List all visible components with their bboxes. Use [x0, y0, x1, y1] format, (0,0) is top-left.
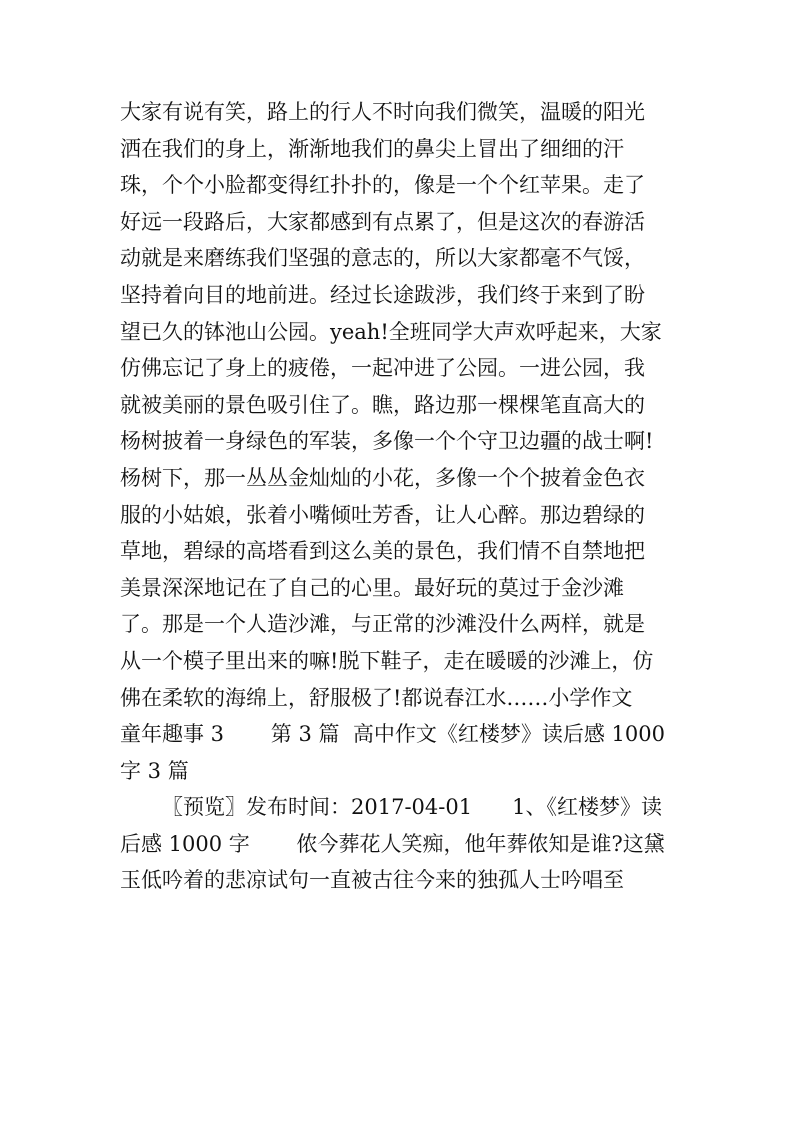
text-line: 字 3 篇 [120, 758, 189, 783]
text-line: 服的小姑娘，张着小嘴倾吐芳香，让人心醉。那边碧绿的 [120, 502, 645, 527]
text-line: 杨树披着一身绿色的军装，多像一个个守卫边疆的战士啊! [120, 429, 654, 454]
text-line: 好远一段路后，大家都感到有点累了，但是这次的春游活 [120, 209, 645, 234]
text-line: 坚持着向目的地前进。经过长途跋涉，我们终于来到了盼 [120, 282, 645, 307]
text-line: 望已久的钵池山公园。yeah!全班同学大声欢呼起来，大家 [120, 319, 662, 344]
text-line: 仿佛忘记了身上的疲倦，一起冲进了公园。一进公园，我 [120, 356, 645, 381]
text-line: 了。那是一个人造沙滩，与正常的沙滩没什么两样，就是 [120, 612, 645, 637]
text-line: 动就是来磨练我们坚强的意志的，所以大家都毫不气馁， [120, 246, 645, 271]
text-line: 〖预览〗发布时间：2017-04-01 1、《红楼梦》读 [162, 795, 662, 820]
text-line: 洒在我们的身上，渐渐地我们的鼻尖上冒出了细细的汗 [120, 136, 624, 161]
text-line: 就被美丽的景色吸引住了。瞧，路边那一棵棵笔直高大的 [120, 392, 645, 417]
text-line: 童年趣事 3 第 3 篇 高中作文《红楼梦》读后感 1000 [120, 722, 665, 747]
text-line: 杨树下，那一丛丛金灿灿的小花，多像一个个披着金色衣 [120, 465, 645, 490]
text-line: 后感 1000 字 侬今葬花人笑痴，他年葬侬知是谁?这黛 [120, 831, 665, 856]
text-line: 美景深深地记在了自己的心里。最好玩的莫过于金沙滩 [120, 575, 624, 600]
body-text [120, 94, 680, 899]
text-line: 珠，个个小脸都变得红扑扑的，像是一个个红苹果。走了 [120, 173, 645, 198]
text-line: 大家有说有笑，路上的行人不时向我们微笑，温暖的阳光 [120, 100, 645, 124]
text-line: 玉低吟着的悲凉试句一直被古往今来的独孤人士吟唱至 [120, 868, 624, 893]
text-line: 佛在柔软的海绵上，舒服极了!都说春江水……小学作文 [120, 685, 633, 710]
text-line: 从一个模子里出来的嘛!脱下鞋子，走在暖暖的沙滩上，仿 [120, 648, 654, 673]
text-line: 草地，碧绿的高塔看到这么美的景色，我们情不自禁地把 [120, 539, 645, 564]
